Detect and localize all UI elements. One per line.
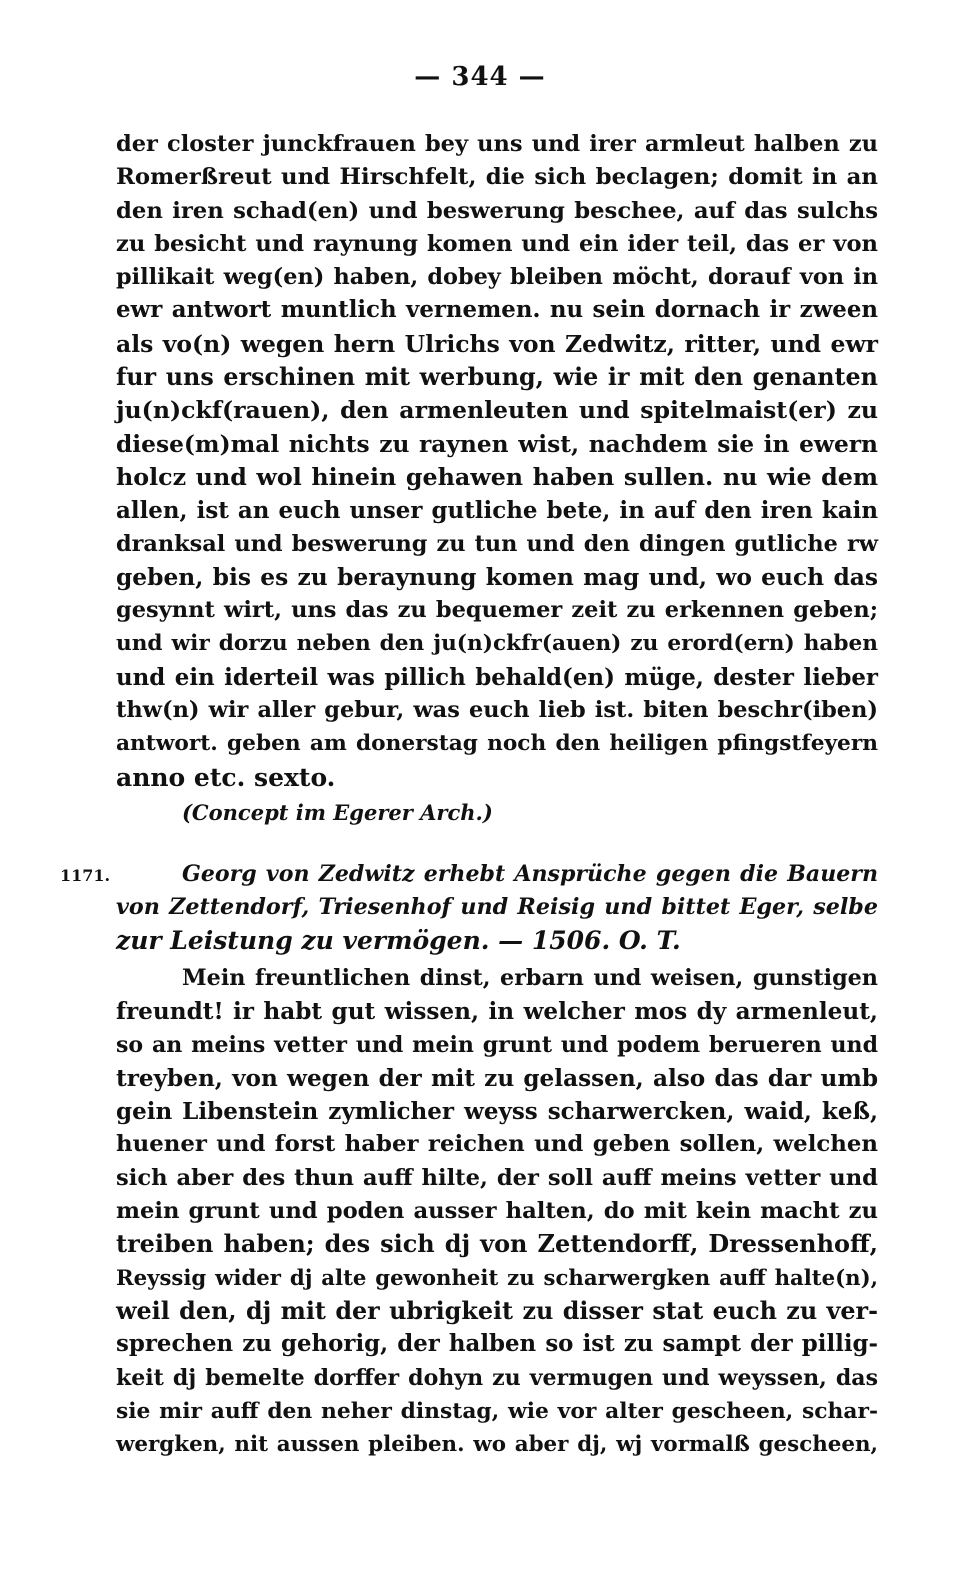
text-line: Reyssig wider dj alte gewonheit zu scharwergken auff halte(n), (116, 1265, 878, 1291)
text-line: mein grunt und poden ausser halten, do mit kein macht zu (116, 1198, 878, 1225)
text-line: freundt! ir habt gut wissen, in welcher mos dy armenleut, (116, 998, 878, 1026)
text-line: huener und forst haber reichen und geben sollen, welchen (116, 1131, 878, 1158)
section-one-text (116, 128, 878, 794)
heading-line: zur Leistung zu vermögen. — 1506. O. T. (116, 926, 681, 955)
text-line: wergken, nit aussen pleiben. wo aber dj, wj vormalß gescheen, (116, 1432, 878, 1458)
text-line: fur uns erschinen mit werbung, wie ir mit den genanten (116, 363, 878, 392)
text-line: thw(n) wir aller gebur, was euch lieb ist. biten beschr(iben) (116, 697, 878, 724)
text-line: antwort. geben am donerstag noch den heiligen pfingstfeyern (116, 731, 878, 757)
text-line: ewr antwort muntlich vernemen. nu sein dornach ir zween (116, 297, 878, 324)
text-line: sich aber des thun auff hilte, der soll auff meins vetter und (116, 1164, 878, 1191)
text-line: weil den, dj mit der ubrigkeit zu disser stat euch zu ver- (116, 1296, 878, 1325)
text-line: und ein iderteil was pillich behald(en) müge, dester lieber (116, 663, 878, 691)
text-line: Romerßreut und Hirschfelt, die sich beclagen; domit in an (116, 164, 878, 191)
text-line: keit dj bemelte dorffer dohyn zu vermugen und weyssen, das (116, 1364, 878, 1391)
text-line: sprechen zu gehorig, der halben so ist zu sampt der pillig- (116, 1331, 878, 1358)
text-line: gesynnt wirt, uns das zu bequemer zeit zu erkennen geben; (116, 597, 878, 624)
text-line: treiben haben; des sich dj von Zettendorff, Dressenhoff, (116, 1230, 878, 1259)
text-line: als vo(n) wegen hern Ulrichs von Zedwitz, ritter, und ewr (116, 329, 878, 358)
text-line: Mein freuntlichen dinst, erbarn und weisen, gunstigen (182, 965, 878, 991)
text-line: so an meins vetter und mein grunt und podem berueren und (116, 1031, 878, 1058)
text-line: geben, bis es zu beraynung komen mag und, wo euch das (116, 562, 878, 591)
text-line: ju(n)ckf(rauen), den armenleuten und spitelmaist(er) zu (116, 396, 878, 425)
text-line: holcz und wol hinein gehawen haben sullen. nu wie dem (116, 462, 878, 491)
text-line: dranksal und beswerung zu tun und den dingen gutliche rw (116, 530, 878, 557)
text-line: treyben, von wegen der mit zu gelassen, also das dar umb (116, 1064, 878, 1092)
page-number: — 344 — (414, 62, 546, 92)
text-line: und wir dorzu neben den ju(n)ckfr(auen) zu erord(ern) haben (116, 631, 878, 657)
heading-line: Georg von Zedwitz erhebt Ansprüche gegen die Bauern (182, 861, 878, 887)
source-note: (Concept im Egerer Arch.) (182, 800, 493, 825)
text-line: der closter junckfrauen bey uns und irer armleut halben zu (116, 131, 878, 157)
text-line: den iren schad(en) und beswerung beschee, auf das sulchs (116, 197, 878, 224)
document-number: 1171. (60, 866, 111, 885)
document-heading (116, 858, 878, 957)
heading-line: von Zettendorf, Triesenhof und Reisig und bittet Eger, selbe (116, 894, 878, 920)
text-line: zu besicht und raynung komen und ein ider teil, das er von (116, 230, 878, 257)
section-two-text (116, 962, 878, 1461)
text-line: allen, ist an euch unser gutliche bete, in auf den iren kain (116, 497, 878, 525)
text-line: anno etc. sexto. (116, 762, 336, 792)
text-line: diese(m)mal nichts zu raynen wist, nachdem sie in ewern (116, 430, 878, 458)
text-line: pillikait weg(en) haben, dobey bleiben möcht, dorauf von in (116, 264, 878, 291)
text-line: sie mir auff den neher dinstag, wie vor alter gescheen, schar- (116, 1398, 878, 1424)
text-line: gein Libenstein zymlicher weyss scharwercken, waid, keß, (116, 1098, 878, 1126)
